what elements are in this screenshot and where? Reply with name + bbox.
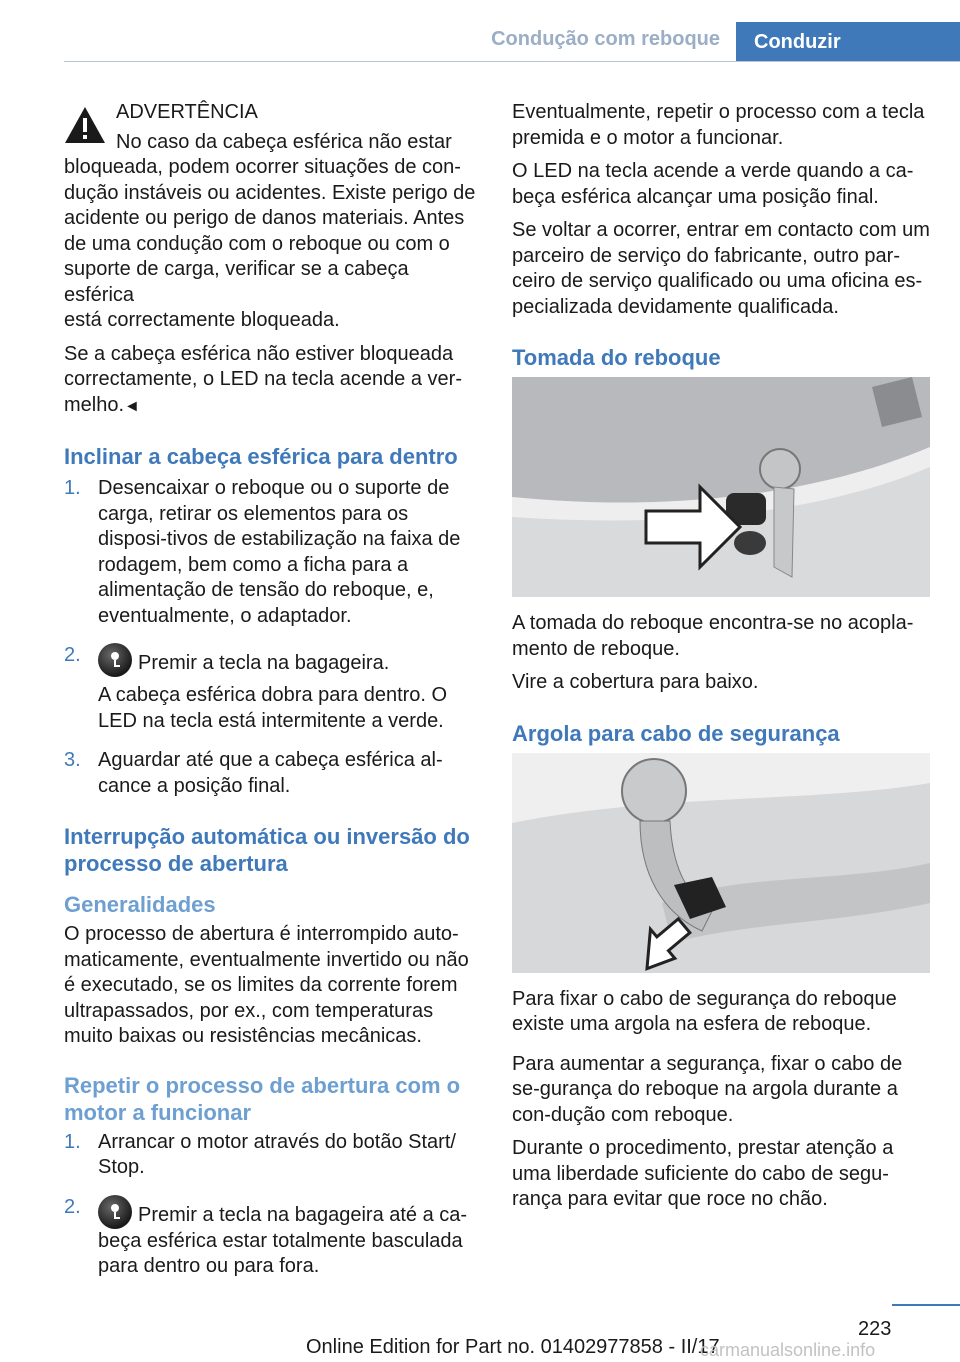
warning-title: ADVERTÊNCIA (116, 101, 258, 123)
edition-note: Online Edition for Part no. 01402977858 - II/17 (306, 1336, 720, 1358)
step-text-label: Premir a tecla na bagageira. (138, 652, 390, 674)
warning-line: de uma condução com o reboque ou com o (64, 232, 450, 255)
list-item (64, 1195, 482, 1280)
warning-line: suporte de carga, verificar se a cabeça esférica (64, 258, 409, 306)
header-rule (64, 61, 960, 62)
subsection-title-general: Generalidades (64, 892, 216, 917)
chapter-tab: Conduzir (736, 22, 960, 62)
steps-fold-in (64, 476, 482, 799)
paragraph: Se voltar a ocorrer, entrar em contacto com um parceiro de serviço do fabricante, outro par-ceiro de serviço qualificado ou uma oficina es-pecializada devidamente qualificada. (512, 219, 930, 318)
section-title-fold-in: Inclinar a cabeça esférica para dentro (64, 444, 458, 469)
section-title-interruption: Interrupção automática ou inversão do processo de abertura (64, 824, 470, 876)
step-number: 1. (64, 1130, 81, 1153)
step-text (98, 643, 482, 677)
ring-text: Para aumentar a segurança, fixar o cabo de se-gurança do reboque na argola durante a con-dução com reboque. (512, 1052, 903, 1126)
warning-block (64, 100, 482, 334)
section-title-socket: Tomada do reboque (512, 345, 721, 370)
list-item (64, 476, 482, 629)
page-number: 223 (858, 1318, 892, 1340)
step-text: Desencaixar o reboque ou o suporte de carga, retirar os elementos para os disposi-tivos de estabilização na faixa de rodagem, bem como a ficha para a alimentação de tensão do reboque, e, eventualmente, o adaptador. (98, 477, 461, 627)
socket-photo (512, 377, 930, 597)
general-text: O processo de abertura é interrompido auto-maticamente, eventualmente invertido ou não é executado, se os limites da corrente forem ultrapassados, por ex., com temperaturas muito baixas ou resistências mecânicas. (64, 923, 469, 1047)
watermark: carmanualsonline.info (700, 1340, 876, 1360)
paragraph: O LED na tecla acende a verde quando a ca-beça esférica alcançar uma posição final. (512, 160, 914, 208)
ring-text: Para fixar o cabo de segurança do reboque existe uma argola na esfera de reboque. (512, 987, 897, 1035)
subsection-title-repeat: Repetir o processo de abertura com o motor a funcionar (64, 1072, 461, 1125)
step-number: 2. (64, 1195, 81, 1218)
warning-line: dução instáveis ou acidentes. Existe perigo de (64, 181, 476, 204)
led-note-text: Se a cabeça esférica não estiver bloqueada correctamente, o LED na tecla acende a ver-melho. (64, 342, 462, 416)
right-column (512, 100, 930, 1221)
ring-photo (512, 753, 930, 973)
list-item (64, 1130, 482, 1181)
left-column (64, 100, 482, 1294)
warning-line: bloqueada, podem ocorrer situações de con- (64, 156, 461, 178)
footer-rule (892, 1304, 960, 1306)
list-item (64, 643, 482, 734)
step-text: Aguardar até que a cabeça esférica al-cance a posição final. (98, 749, 443, 797)
warning-line: No caso da cabeça esférica não estar (116, 130, 452, 153)
section-title-ring: Argola para cabo de segurança (512, 720, 840, 746)
tow-hitch-button-icon (98, 1195, 132, 1229)
warning-line: acidente ou perigo de danos materiais. Antes (64, 207, 465, 229)
step-subtext: A cabeça esférica dobra para dentro. O LED na tecla está intermitente a verde. (98, 684, 448, 732)
paragraph: Eventualmente, repetir o processo com a tecla premida e o motor a funcionar. (512, 101, 925, 149)
step-text-label: Premir a tecla na bagageira até a ca-beça esférica estar totalmente basculada para dentro ou para fora. (98, 1203, 468, 1277)
led-note (64, 342, 482, 420)
tow-hitch-button-icon (98, 643, 132, 677)
warning-triangle-icon (64, 106, 106, 144)
ring-illustration (512, 753, 930, 973)
running-header-section: Condução com reboque (491, 28, 720, 50)
socket-text: A tomada do reboque encontra-se no acopla-mento de reboque. (512, 612, 914, 660)
list-item (64, 748, 482, 799)
warning-line: está correctamente bloqueada. (64, 309, 340, 331)
steps-repeat (64, 1130, 482, 1280)
step-number: 1. (64, 477, 81, 499)
ring-text: Durante o procedimento, prestar atenção a uma liberdade suficiente do cabo de segu-rança para evitar que roce no chão. (512, 1137, 894, 1210)
socket-illustration (512, 377, 930, 597)
step-number: 2. (64, 644, 81, 666)
step-number: 3. (64, 749, 81, 771)
step-text (98, 1195, 482, 1280)
end-mark: ◄ (124, 397, 140, 415)
socket-text: Vire a cobertura para baixo. (512, 671, 759, 693)
step-text: Arrancar o motor através do botão Start/ Stop. (98, 1130, 456, 1178)
